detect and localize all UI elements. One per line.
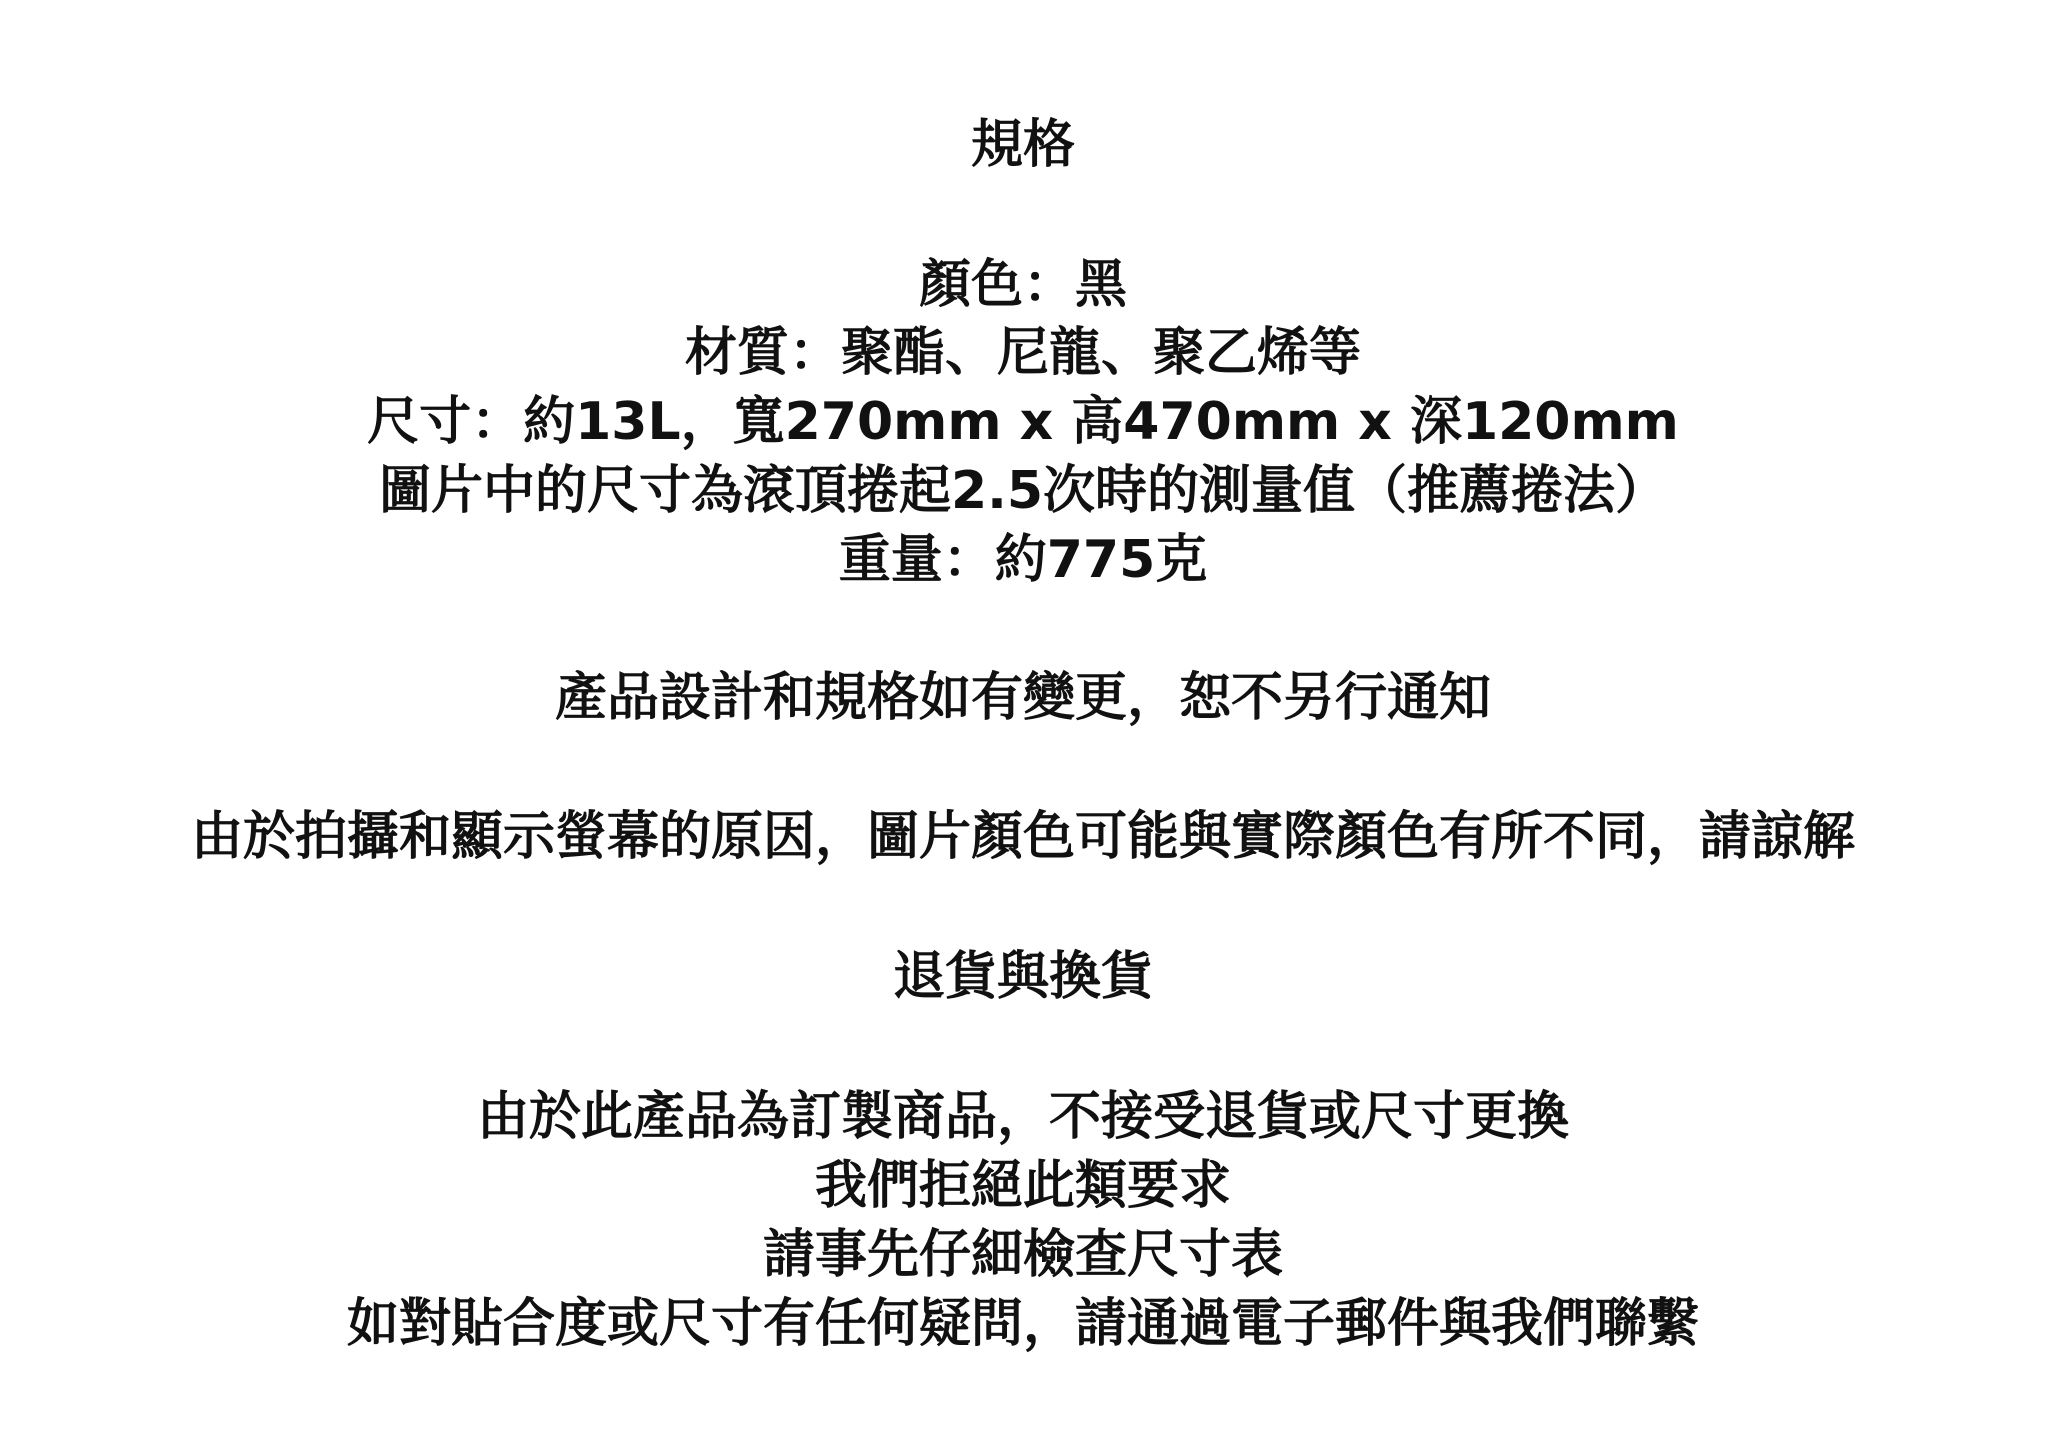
returns-line: 請事先仔細檢查尺寸表	[762, 1225, 1283, 1285]
returns-line: 由於此產品為訂製商品，不接受退貨或尺寸更換	[476, 1087, 1569, 1147]
spec-heading: 規格	[970, 115, 1075, 175]
design-change-notice: 產品設計和規格如有變更，恕不另行通知	[554, 668, 1491, 728]
spec-size: 尺寸：約13L，寬270mm x 高470mm x 深120mm	[367, 392, 1679, 452]
returns-line: 我們拒絕此類要求	[814, 1156, 1231, 1216]
spec-weight: 重量：約775克	[838, 530, 1208, 590]
spec-size-note: 圖片中的尺寸為滾頂捲起2.5次時的測量值（推薦捲法）	[378, 461, 1668, 521]
color-disclaimer: 由於拍攝和顯示螢幕的原因，圖片顏色可能與實際顏色有所不同，請諒解	[190, 807, 1855, 867]
returns-line: 如對貼合度或尺寸有任何疑問，請通過電子郵件與我們聯繫	[346, 1294, 1699, 1354]
returns-heading: 退貨與換貨	[892, 947, 1153, 1007]
spec-material: 材質：聚酯、尼龍、聚乙烯等	[684, 323, 1361, 383]
spec-color: 顏色：黑	[918, 255, 1127, 315]
